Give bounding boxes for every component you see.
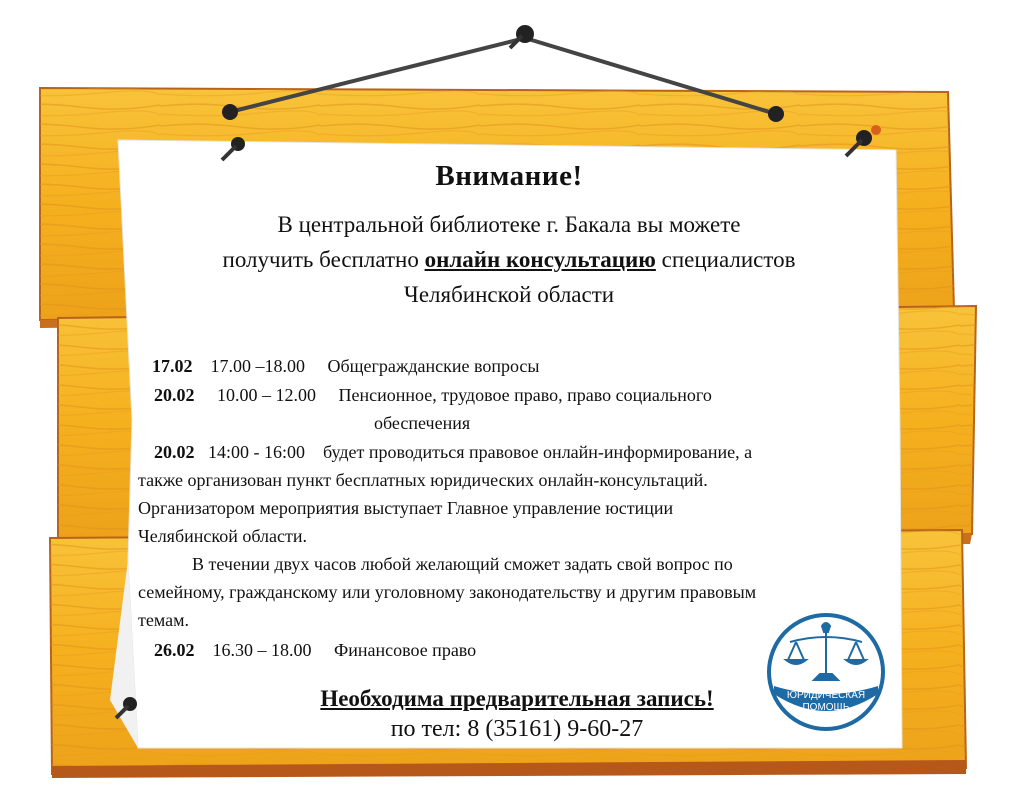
- schedule-topic: Общегражданские вопросы: [327, 356, 540, 376]
- schedule-date: 20.02: [154, 442, 195, 462]
- online-consultation-emphasis: онлайн консультацию: [424, 247, 656, 272]
- schedule-time: 17.00 –18.00: [210, 356, 305, 376]
- logo-text-line-1: ЮРИДИЧЕСКАЯ: [786, 690, 866, 701]
- page-title: Внимание!: [435, 160, 583, 192]
- description-line: также организован пункт бесплатных юридических онлайн-консультаций.: [138, 470, 708, 490]
- description-line: В течении двух часов любой желающий сможет задать свой вопрос по: [192, 554, 733, 574]
- schedule-time: 16.30 – 18.00: [212, 640, 312, 660]
- schedule-time: 10.00 – 12.00: [217, 385, 316, 405]
- legal-aid-logo: [766, 612, 886, 732]
- schedule-date: 26.02: [154, 640, 195, 660]
- description-line: Организатором мероприятия выступает Главное управление юстиции: [138, 498, 674, 518]
- description-line: Челябинской области.: [138, 526, 307, 546]
- description-line: темам.: [138, 610, 190, 630]
- schedule-row: [154, 442, 752, 463]
- intro-line-2-start: получить бесплатно: [222, 247, 425, 272]
- schedule-time: 14:00 - 16:00: [208, 442, 305, 462]
- schedule-topic: будет проводиться правовое онлайн-информирование, а: [323, 442, 753, 462]
- schedule-row: [154, 640, 476, 661]
- logo-text-line-2: ПОМОЩЬ: [802, 702, 850, 713]
- phone-number: по тел: 8 (35161) 9-60-27: [390, 716, 644, 742]
- schedule-row: [152, 356, 540, 377]
- schedule-row: [154, 385, 712, 406]
- intro-line-1: В центральной библиотеке г. Бакала вы можете: [277, 212, 741, 237]
- intro-line-2-end: специалистов: [655, 247, 796, 272]
- schedule-topic: Финансовое право: [334, 640, 477, 660]
- intro-line-2: [0, 247, 1018, 273]
- schedule-date: 17.02: [152, 356, 193, 376]
- registration-note: Необходима предварительная запись!: [320, 686, 714, 711]
- intro-line-3: Челябинской области: [403, 282, 615, 307]
- schedule-topic: Пенсионное, трудовое право, право социального: [338, 385, 712, 405]
- schedule-date: 20.02: [154, 385, 195, 405]
- description-line: семейному, гражданскому или уголовному законодательству и другим правовым: [138, 582, 757, 602]
- schedule-topic-continued: обеспечения: [374, 413, 471, 433]
